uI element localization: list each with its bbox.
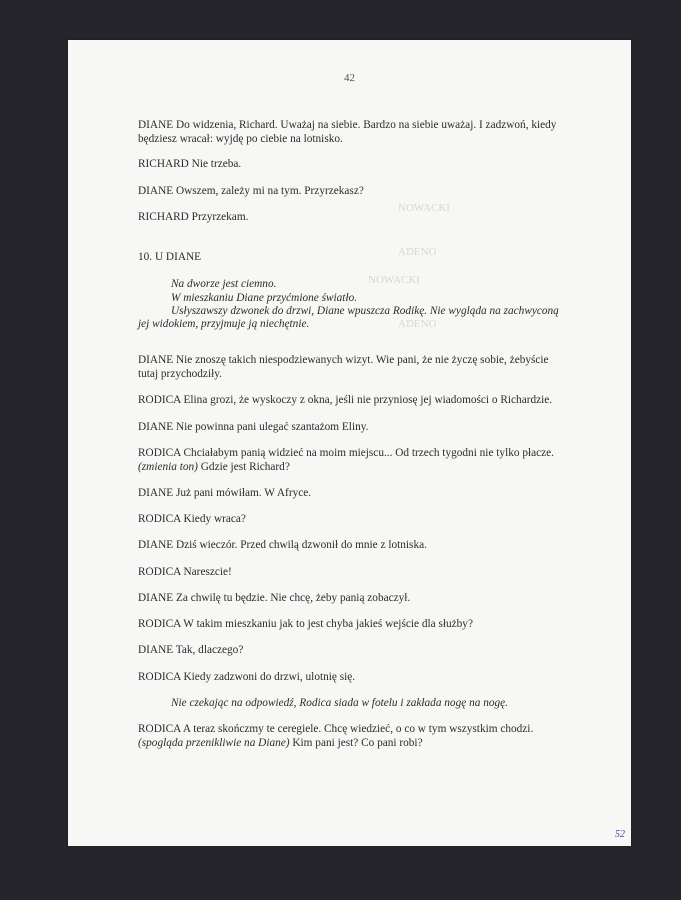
scene-heading: 10. U DIANE	[138, 251, 202, 263]
dialogue-line: DIANE Już pani mówiłam. W Afryce.	[138, 487, 312, 499]
dialogue-text: Kim pani jest? Co pani robi?	[289, 737, 423, 749]
stage-direction: Na dworze jest ciemno.	[171, 278, 277, 290]
document-page	[68, 40, 631, 846]
dialogue-line: tutaj przychodziły.	[138, 368, 222, 380]
dialogue-line: DIANE Do widzenia, Richard. Uważaj na siebie. Bardzo na siebie uważaj. I zadzwoń, kiedy	[138, 119, 557, 131]
page-number: 42	[344, 72, 355, 84]
folio-mark: 52	[615, 829, 625, 840]
parenthetical: (spogląda przenikliwie na Diane)	[138, 737, 290, 749]
dialogue-line: będziesz wracał: wyjdę po ciebie na lotnisko.	[138, 133, 343, 145]
dialogue-line: RODICA Kiedy wraca?	[138, 513, 246, 525]
dialogue-line: DIANE Nie powinna pani ulegać szantażom Eliny.	[138, 421, 369, 433]
dialogue-line: DIANE Tak, dlaczego?	[138, 644, 244, 656]
show-through-text: ADENO	[398, 246, 437, 258]
dialogue-line: RODICA Kiedy zadzwoni do drzwi, ulotnię się.	[138, 671, 356, 683]
show-through-text: NOWACKI	[368, 274, 420, 286]
stage-direction: Nie czekając na odpowiedź, Rodica siada w fotelu i zakłada nogę na nogę.	[171, 697, 508, 709]
dialogue-text: Gdzie jest Richard?	[197, 461, 290, 473]
dialogue-line	[138, 736, 423, 750]
dialogue-line: RODICA Elina grozi, że wyskoczy z okna, jeśli nie przyniosę jej wiadomości o Richardzie.	[138, 394, 553, 406]
dialogue-line: RODICA A teraz skończmy te ceregiele. Chcę wiedzieć, o co w tym wszystkim chodzi.	[138, 723, 534, 735]
dialogue-line: DIANE Nie znoszę takich niespodziewanych wizyt. Wie pani, że nie życzę sobie, żebyście	[138, 354, 549, 366]
dialogue-line: RODICA Chciałabym panią widzieć na moim miejscu... Od trzech tygodni nie tylko płacze.	[138, 447, 554, 459]
dialogue-line: RICHARD Nie trzeba.	[138, 158, 242, 170]
dialogue-line: RODICA Nareszcie!	[138, 566, 232, 578]
stage-direction: W mieszkaniu Diane przyćmione światło.	[171, 292, 358, 304]
show-through-text: ADENO	[398, 318, 437, 330]
show-through-text: NOWACKI	[398, 202, 450, 214]
dialogue-line: DIANE Za chwilę tu będzie. Nie chcę, żeby panią zobaczył.	[138, 592, 411, 604]
parenthetical: (zmienia ton)	[138, 461, 198, 473]
dialogue-line: DIANE Owszem, zależy mi na tym. Przyrzekasz?	[138, 185, 364, 197]
dialogue-line	[138, 460, 290, 474]
dialogue-line: DIANE Dziś wieczór. Przed chwilą dzwonił do mnie z lotniska.	[138, 539, 427, 551]
dialogue-line: RICHARD Przyrzekam.	[138, 211, 249, 223]
dialogue-line: RODICA W takim mieszkaniu jak to jest chyba jakieś wejście dla służby?	[138, 618, 473, 630]
stage-direction: jej widokiem, przyjmuje ją niechętnie.	[138, 318, 310, 330]
stage-direction: Usłyszawszy dzwonek do drzwi, Diane wpuszcza Rodikę. Nie wygląda na zachwyconą	[171, 305, 559, 317]
